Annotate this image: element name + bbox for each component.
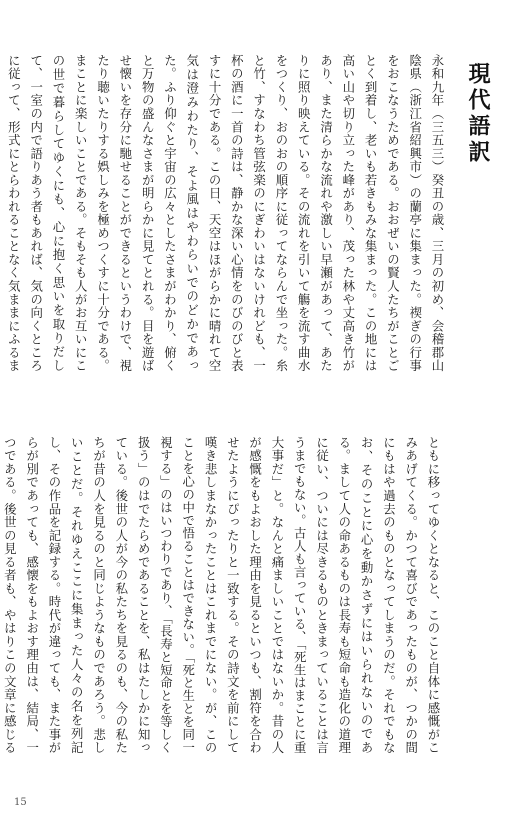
section-heading: 現代語訳 (465, 62, 490, 166)
translation-text-lower-block: ともに移ってゆくとなると、このこと自体に感慨がこみあげてくる。かつて喜びであったものが、つかの間にもはや過去のものとなってしまうのだ。それでもなお、そのことに心を動かさずにはいられないのである。まして人の命あるものは長寿も短命も造化の道理に従い、ついには尽きるものときまっていることは言うまでもない。古人も言っている、「死生はまことに重大事だ」と。なんと痛ましいことではないか。昔の人が感慨をもよおした理由を見るといつも、割符を合わせたようにぴったりと一致する。その詩文を前にして嘆き悲しまなかったことはこれまでにない。が、このことを心の中で悟ることはできない。「死と生とを同一視する」のはいつわりであり、「長寿と短命とを等しく扱う」のはでたらめであることを、私はたしかに知っている。後世の人が今の私たちを見るのも、今の私たちが昔の人を見るのと同じようなものであろう。悲しいことだ。それゆえここに集まった人々の名を列記し、その作品を記録する。時代が違っても、また事がらが別であっても、感懐をもよおす理由は、結局、一つである。後世の見る者も、やはりこの文章に感じる (2, 436, 441, 754)
page-number: 15 (14, 797, 27, 808)
translation-text-upper-block: 永和九年（三五三）癸丑の歳、三月の初め、会稽郡山陰県（浙江省紹興市）の蘭亭に集まった。禊ぎの行事をおこなうためである。おおぜいの賢人たちがことごとく到着し、老いも若きもみな集まった。この地には高い山や切り立った峰があり、茂った林や丈高き竹があり、また清らかな流れや激しい早瀬があって、あたりに照り映えている。その流れを引いて觴を流す曲水をつくり、おのおの順序に従ってならんで坐った。糸と竹、すなわち管弦楽のにぎわいはないけれども、一杯の酒に一首の詩は、静かな深い心情をのびのびと表すに十分である。この日、天空はほがらかに晴れて空気は澄みわたり、そよ風はやわらいでのどかであった。ふり仰ぐと宇宙の広々としたさまがわかり、俯くと万物の盛んなさまが明らかに見てとれる。目を遊ばせ懐いを存分に馳せることができるというわけで、視たり聴いたりする娯しみを極めつくすに十分である。まことに楽しいことである。そもそも人がお互いにこの世で暮らしてゆくにも、心に抱く思いを取りだして、一室の内で語りあう者もあれば、気の向くところに従って、形式にとらわれることなく気ままにふるま (6, 54, 445, 372)
